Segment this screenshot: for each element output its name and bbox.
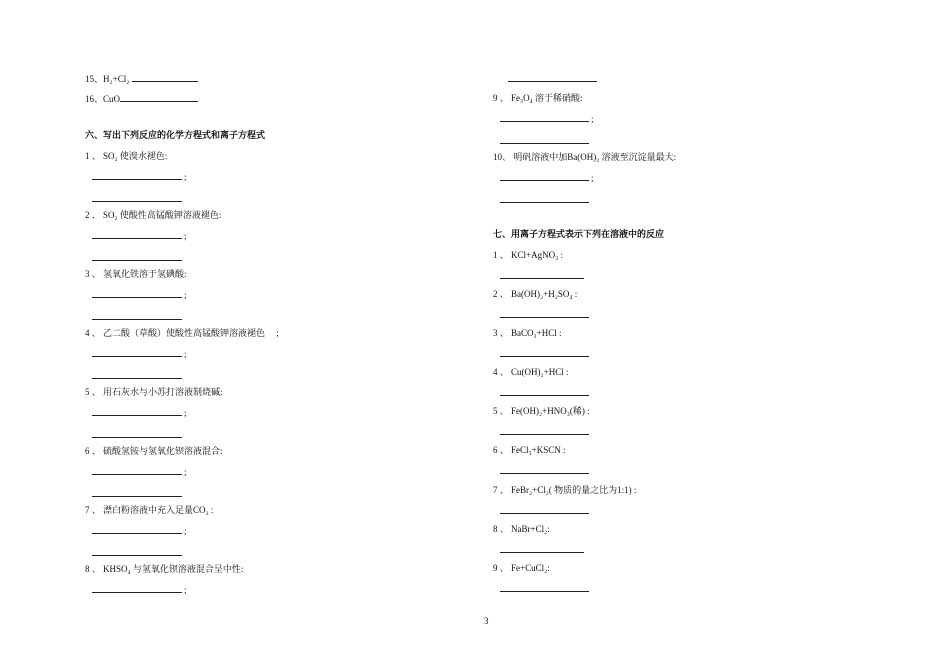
answer-row (92, 546, 182, 559)
question-text: 用石灰水与小苏打溶液制烧碱: (103, 387, 223, 397)
answer-row (500, 171, 594, 184)
question-item (493, 444, 566, 456)
question-number: 8 、 (493, 524, 509, 534)
answer-blank[interactable] (500, 504, 589, 514)
answer-blank[interactable] (92, 428, 182, 438)
answer-blank[interactable] (92, 251, 182, 261)
question-number: 6 、 (85, 446, 101, 456)
answer-row (92, 192, 182, 205)
question-number: 2 、 (85, 210, 101, 220)
answer-row (500, 464, 589, 477)
page-number: 3 (484, 616, 489, 626)
answer-blank[interactable] (500, 112, 589, 122)
answer-blank[interactable] (500, 134, 589, 144)
question-item (493, 92, 583, 104)
semicolon: ; (591, 173, 594, 183)
answer-row (500, 112, 594, 125)
question-item (493, 366, 568, 378)
question-number: 16、 (85, 94, 104, 104)
question-item (493, 327, 561, 339)
question-item (85, 327, 279, 339)
question-item (85, 268, 187, 280)
answer-blank[interactable] (92, 229, 182, 239)
question-text: Cu(OH)₂+HCl : (511, 367, 569, 377)
answer-blank[interactable] (92, 192, 182, 202)
answer-blank[interactable] (500, 171, 589, 181)
answer-row (92, 524, 187, 537)
answer-row (92, 369, 182, 382)
question-text: 氢氧化铁溶于氢碘酸: (103, 269, 187, 279)
question-text: 漂白粉溶液中充入足量CO₂ : (103, 505, 214, 515)
semicolon: ; (184, 290, 187, 300)
answer-blank[interactable] (500, 386, 589, 396)
answer-row (500, 269, 584, 282)
question-15 (85, 72, 198, 85)
question-item (493, 405, 590, 417)
question-item (85, 386, 223, 398)
question-text: Ba(OH)₂+H₂SO₄ : (511, 289, 578, 299)
question-number: 2 、 (493, 289, 509, 299)
semicolon: ; (184, 467, 187, 477)
answer-blank[interactable] (92, 347, 182, 357)
question-number: 4 、 (85, 328, 101, 338)
question-text: SO₂ 使溴水褪色: (103, 151, 168, 161)
question-text: Fe(OH)₂+HNO₃(稀) : (511, 406, 590, 416)
question-text: FeBr₂+Cl₂( 物质的量之比为1:1) : (511, 485, 637, 495)
answer-row (92, 288, 187, 301)
semicolon: ; (184, 231, 187, 241)
semicolon: ; (184, 585, 187, 595)
answer-row (92, 310, 182, 323)
question-number: 7 、 (493, 485, 509, 495)
answer-row (500, 308, 589, 321)
answer-blank[interactable] (500, 543, 584, 553)
answer-blank[interactable] (500, 308, 589, 318)
answer-row (500, 582, 589, 595)
answer-row (500, 193, 589, 206)
answer-blank[interactable] (500, 464, 589, 474)
question-number: 9 、 (493, 93, 509, 103)
semicolon: ; (184, 172, 187, 182)
answer-row (92, 406, 187, 419)
answer-row (500, 347, 589, 360)
question-text: NaBr+Cl₂: (511, 524, 550, 534)
question-label: H₂+Cl₂ (103, 74, 130, 84)
answer-blank[interactable] (92, 524, 182, 534)
answer-row (92, 465, 187, 478)
question-number: 5 、 (85, 387, 101, 397)
answer-row (500, 386, 589, 399)
answer-blank[interactable] (92, 546, 182, 556)
answer-blank[interactable] (92, 170, 182, 180)
answer-blank[interactable] (92, 487, 182, 497)
answer-row (500, 134, 589, 147)
question-number: 4 、 (493, 367, 509, 377)
question-text: KCl+AgNO₃ : (511, 250, 563, 260)
question-item (493, 562, 550, 574)
question-text: SO₂ 使酸性高锰酸钾溶液褪色: (103, 210, 222, 220)
answer-blank[interactable] (92, 406, 182, 416)
question-text: 乙二酸（草酸）使酸性高锰酸钾溶液褪色 ; (103, 328, 279, 338)
answer-blank[interactable] (500, 193, 589, 203)
question-text: Fe+CuCl₂: (511, 563, 550, 573)
semicolon: ; (184, 408, 187, 418)
answer-row (92, 170, 187, 183)
question-16 (85, 92, 198, 105)
question-text: Fe₃O₄ 溶于稀硝酸: (511, 93, 583, 103)
question-item (85, 150, 167, 162)
question-text: BaCO₃+HCl : (511, 328, 562, 338)
answer-row (500, 425, 589, 438)
answer-blank[interactable] (92, 310, 182, 320)
question-number: 15、 (85, 74, 104, 84)
question-number: 6 、 (493, 445, 509, 455)
question-text: KHSO₄ 与氢氧化钡溶液混合呈中性: (103, 564, 244, 574)
answer-blank[interactable] (132, 72, 198, 82)
answer-row (92, 583, 187, 596)
question-item (85, 563, 243, 575)
answer-row (92, 251, 182, 264)
question-label: CuO (103, 94, 121, 104)
answer-blank[interactable] (508, 72, 597, 82)
question-number: 1 、 (493, 250, 509, 260)
answer-blank[interactable] (92, 288, 182, 298)
question-number: 3 、 (493, 328, 509, 338)
answer-blank[interactable] (120, 92, 198, 102)
answer-blank[interactable] (92, 465, 182, 475)
question-text: 硫酸氢铵与氢氧化钡溶液混合: (103, 446, 223, 456)
section-7-title: 七、用离子方程式表示下列在溶液中的反应 (493, 230, 665, 240)
question-item (493, 151, 676, 163)
answer-blank[interactable] (500, 582, 589, 592)
answer-row (92, 229, 187, 242)
answer-blank[interactable] (500, 269, 584, 279)
answer-row (92, 347, 187, 360)
question-text: FeCl₃+KSCN : (511, 445, 566, 455)
question-number: 5 、 (493, 406, 509, 416)
answer-blank[interactable] (500, 347, 589, 357)
question-item (85, 445, 223, 457)
question-number: 9 、 (493, 563, 509, 573)
semicolon: ; (184, 349, 187, 359)
question-item (493, 288, 577, 300)
answer-row (92, 487, 182, 500)
question-text: 明矾溶液中加Ba(OH)₂ 溶液至沉淀量最大: (513, 152, 677, 162)
question-item (493, 484, 636, 496)
question-number: 1 、 (85, 151, 101, 161)
question-item (493, 523, 550, 535)
question-number: 7 、 (85, 505, 101, 515)
answer-blank[interactable] (92, 583, 182, 593)
question-number: 10、 (493, 152, 512, 162)
answer-blank[interactable] (92, 369, 182, 379)
question-item (493, 249, 563, 261)
answer-row (508, 72, 597, 85)
question-number: 3 、 (85, 269, 101, 279)
answer-row (500, 504, 589, 517)
question-item (85, 504, 213, 516)
semicolon: ; (591, 114, 594, 124)
question-number: 8 、 (85, 564, 101, 574)
semicolon: ; (184, 526, 187, 536)
answer-blank[interactable] (500, 425, 589, 435)
answer-row (92, 428, 182, 441)
answer-row (500, 543, 584, 556)
question-item (85, 209, 221, 221)
section-6-title: 六、写出下列反应的化学方程式和离子方程式 (85, 131, 266, 141)
